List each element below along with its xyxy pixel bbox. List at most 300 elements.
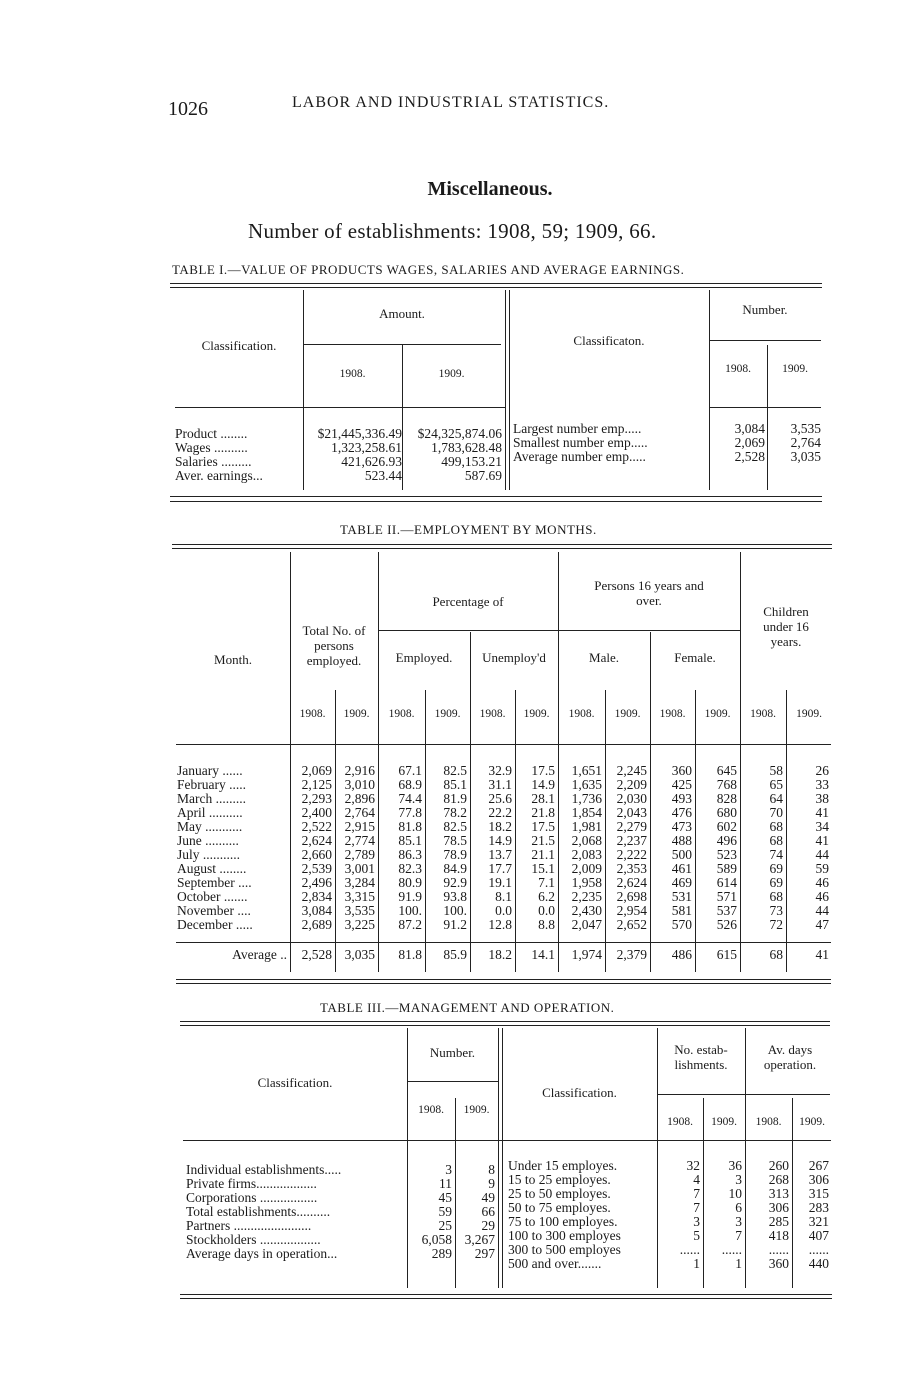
t2-h-persons16: Persons 16 years and over. (594, 578, 704, 608)
t2-h-month: Month. (214, 652, 252, 667)
cell: 493 (671, 791, 692, 806)
cell: 59 (438, 1204, 452, 1219)
cell: 87.2 (398, 917, 422, 932)
row-label: Average days in operation... (186, 1246, 338, 1261)
row-label: Total establishments.......... (186, 1204, 331, 1219)
t2-year: 1908. (479, 708, 506, 720)
cell: 68 (769, 833, 783, 848)
row-label: Individual establishments..... (186, 1162, 342, 1177)
t3-h-classification2: Classification. (542, 1085, 617, 1100)
cell: 473 (671, 819, 692, 834)
cell: 2,125 (301, 777, 332, 792)
cell: 58 (769, 763, 783, 778)
table-row (183, 1163, 498, 1177)
cell: 2,279 (616, 819, 647, 834)
cell: 321 (808, 1214, 829, 1229)
cell: 523 (716, 847, 737, 862)
table-row (174, 890, 832, 904)
t2-year: 1908. (388, 708, 415, 720)
row-label: 100 to 300 employes (508, 1228, 621, 1243)
cell: 69 (769, 875, 783, 890)
cell: 46 (815, 889, 829, 904)
running-title: LABOR AND INDUSTRIAL STATISTICS. (292, 94, 610, 111)
cell: 297 (474, 1246, 495, 1261)
cell: 571 (716, 889, 737, 904)
cell: 10 (728, 1186, 742, 1201)
t1-year-1909: 1909. (438, 368, 465, 380)
row-label: 500 and over....... (508, 1256, 602, 1271)
cell: 2,764 (344, 805, 375, 820)
month-label: March ......... (177, 791, 246, 806)
table-row (174, 862, 832, 876)
cell: 81.8 (398, 947, 422, 962)
row-label: Stockholders .................. (186, 1232, 321, 1247)
cell: 41 (815, 833, 829, 848)
row-label: Largest number emp..... (513, 421, 642, 436)
cell: 1,651 (571, 763, 602, 778)
cell: 2,030 (616, 791, 647, 806)
row-label: 50 to 75 employes. (508, 1200, 611, 1215)
cell: 581 (671, 903, 692, 918)
table-row (174, 806, 832, 820)
t3-year: 1908. (667, 1116, 693, 1128)
cell: 2,896 (344, 791, 375, 806)
table-row (183, 1247, 498, 1261)
cell: 2,353 (616, 861, 647, 876)
t3-h-avdays: Av. days operation. (763, 1042, 817, 1072)
cell: 2,293 (301, 791, 332, 806)
table-row (505, 1243, 832, 1257)
cell: 2,083 (571, 847, 602, 862)
t2-year: 1909. (434, 708, 461, 720)
table1-right-body (510, 422, 824, 464)
cell: 614 (716, 875, 737, 890)
t2-year: 1909. (614, 708, 641, 720)
cell: 3,010 (344, 777, 375, 792)
cell: 78.5 (443, 833, 467, 848)
cell: 7 (693, 1200, 700, 1215)
table2-average (174, 948, 832, 962)
cell: 1,635 (571, 777, 602, 792)
row-label: 25 to 50 employes. (508, 1186, 611, 1201)
cell: 84.9 (443, 861, 467, 876)
cell: 2,834 (301, 889, 332, 904)
row-label: Average number emp..... (513, 449, 646, 464)
cell: 3,535 (344, 903, 375, 918)
cell: 3,315 (344, 889, 375, 904)
cell: 14.9 (531, 777, 555, 792)
cell: 38 (815, 791, 829, 806)
cell: 1 (735, 1256, 742, 1271)
cell: 3,084 (301, 903, 332, 918)
cell: 2,235 (571, 889, 602, 904)
table-row (174, 918, 832, 932)
cell: 2,069 (734, 435, 765, 450)
cell: 1,981 (571, 819, 602, 834)
cell: 2,689 (301, 917, 332, 932)
cell: 32.9 (488, 763, 512, 778)
cell: $24,325,874.06 (417, 426, 502, 441)
table-row (183, 1191, 498, 1205)
t2-year: 1908. (568, 708, 595, 720)
cell: 589 (716, 861, 737, 876)
month-label: July ........... (177, 847, 241, 862)
cell: 14.9 (488, 833, 512, 848)
cell: 2,222 (616, 847, 647, 862)
cell: 18.2 (488, 819, 512, 834)
t1-year-1908b: 1908. (725, 363, 751, 375)
cell: 3 (735, 1172, 742, 1187)
cell: $21,445,336.49 (317, 426, 402, 441)
average-row (174, 948, 832, 962)
cell: 476 (671, 805, 692, 820)
table-row (174, 792, 832, 806)
table-row (510, 436, 824, 450)
t3-year: 1909. (463, 1104, 490, 1116)
table-row (172, 469, 505, 483)
cell: 21.5 (531, 833, 555, 848)
t1-h-classification: Classification. (201, 338, 277, 353)
cell: 2,774 (344, 833, 375, 848)
cell: 86.3 (398, 847, 422, 862)
cell: 33 (815, 777, 829, 792)
cell: 360 (768, 1256, 789, 1271)
row-label: 300 to 500 employes (508, 1242, 621, 1257)
month-label: February ..... (177, 777, 246, 792)
cell: 68 (769, 889, 783, 904)
cell: 1,958 (571, 875, 602, 890)
month-label: May ........... (177, 819, 243, 834)
cell: 100. (398, 903, 422, 918)
cell: 268 (768, 1172, 789, 1187)
month-label: October ....... (177, 889, 248, 904)
cell: 73 (769, 903, 783, 918)
t2-year: 1908. (659, 708, 686, 720)
cell: 360 (671, 763, 692, 778)
t1-h-number: Number. (742, 302, 788, 317)
cell: 28.1 (531, 791, 555, 806)
cell: 418 (768, 1228, 789, 1243)
table-row (505, 1257, 832, 1271)
cell: 3,225 (344, 917, 375, 932)
cell: 18.2 (488, 947, 512, 962)
table-row (174, 876, 832, 890)
table1-left-body (172, 427, 505, 483)
cell: 526 (716, 917, 737, 932)
t3-year: 1909. (799, 1116, 825, 1128)
cell: 32 (686, 1158, 700, 1173)
month-label: August ........ (177, 861, 247, 876)
cell: 19.1 (488, 875, 512, 890)
row-label: Product ........ (175, 426, 248, 441)
cell: 17.7 (488, 861, 512, 876)
t1-h-classification2: Classificaton. (573, 333, 645, 348)
row-label: Average .. (232, 947, 287, 962)
table-row (174, 848, 832, 862)
cell: 486 (671, 947, 692, 962)
month-label: April .......... (177, 805, 243, 820)
cell: 2,379 (616, 947, 647, 962)
cell: 68.9 (398, 777, 422, 792)
cell: 67.1 (398, 763, 422, 778)
cell: 2,522 (301, 819, 332, 834)
table-row (183, 1205, 498, 1219)
cell: 65 (769, 777, 783, 792)
cell: 3 (445, 1162, 452, 1177)
cell: 2,043 (616, 805, 647, 820)
cell: 46 (815, 875, 829, 890)
cell: 93.8 (443, 889, 467, 904)
cell: 70 (769, 805, 783, 820)
t3-year: 1909. (711, 1116, 737, 1128)
cell: 81.9 (443, 791, 467, 806)
t2-h-percentage: Percentage of (432, 594, 504, 609)
cell: 2,789 (344, 847, 375, 862)
cell: 306 (808, 1172, 829, 1187)
cell: 469 (671, 875, 692, 890)
cell: 34 (815, 819, 829, 834)
cell: 267 (808, 1158, 829, 1173)
month-label: December ..... (177, 917, 253, 932)
cell: 21.8 (531, 805, 555, 820)
cell: 2,528 (301, 947, 332, 962)
cell: 680 (716, 805, 737, 820)
cell: 2,764 (790, 435, 821, 450)
cell: 21.1 (531, 847, 555, 862)
cell: 6.2 (538, 889, 555, 904)
cell: 2,954 (616, 903, 647, 918)
cell: 2,496 (301, 875, 332, 890)
cell: 3 (735, 1214, 742, 1229)
table-row (174, 834, 832, 848)
cell: 85.1 (398, 833, 422, 848)
cell: 2,209 (616, 777, 647, 792)
cell: 313 (768, 1186, 789, 1201)
cell: 92.9 (443, 875, 467, 890)
table-row (174, 820, 832, 834)
cell: 2,068 (571, 833, 602, 848)
cell: 645 (716, 763, 737, 778)
cell: 2,539 (301, 861, 332, 876)
cell: 11 (439, 1176, 452, 1191)
cell: 85.1 (443, 777, 467, 792)
cell: 81.8 (398, 819, 422, 834)
t2-year: 1909. (704, 708, 731, 720)
table-row (510, 450, 824, 464)
cell: 74.4 (398, 791, 422, 806)
page-number: 1026 (168, 98, 208, 120)
cell: 82.5 (443, 763, 467, 778)
cell: 768 (716, 777, 737, 792)
t1-h-amount: Amount. (379, 306, 425, 321)
cell: 2,624 (616, 875, 647, 890)
cell: 537 (716, 903, 737, 918)
cell: 3,267 (464, 1232, 495, 1247)
cell: 0.0 (538, 903, 555, 918)
cell: 2,528 (734, 449, 765, 464)
t3-year: 1908. (418, 1104, 444, 1116)
row-label: 75 to 100 employes. (508, 1214, 618, 1229)
row-label: Under 15 employes. (508, 1158, 618, 1173)
table-row (183, 1233, 498, 1247)
cell: 315 (808, 1186, 829, 1201)
t2-year: 1909. (523, 708, 550, 720)
cell: 45 (438, 1190, 452, 1205)
cell: ...... (721, 1242, 742, 1257)
cell: 1,736 (571, 791, 602, 806)
cell: 2,047 (571, 917, 602, 932)
cell: ...... (808, 1242, 829, 1257)
cell: 1,783,628.48 (431, 440, 502, 455)
cell: 41 (815, 947, 829, 962)
table2-body (174, 764, 832, 932)
cell: 440 (808, 1256, 829, 1271)
table-row (174, 904, 832, 918)
row-label: Salaries ......... (175, 454, 252, 469)
cell: 12.8 (488, 917, 512, 932)
cell: 488 (671, 833, 692, 848)
cell: 8.1 (495, 889, 512, 904)
cell: 421,626.93 (341, 454, 402, 469)
table-row (174, 764, 832, 778)
cell: 531 (671, 889, 692, 904)
t2-year: 1909. (343, 708, 370, 720)
cell: 36 (728, 1158, 742, 1173)
cell: 499,153.21 (441, 454, 502, 469)
t2-h-female: Female. (674, 650, 716, 665)
row-label: Corporations ................. (186, 1190, 318, 1205)
cell: 828 (716, 791, 737, 806)
table-row (505, 1159, 832, 1173)
cell: 31.1 (488, 777, 512, 792)
cell: 82.3 (398, 861, 422, 876)
cell: 91.9 (398, 889, 422, 904)
cell: 2,660 (301, 847, 332, 862)
cell: 425 (671, 777, 692, 792)
t1-year-1909b: 1909. (782, 363, 808, 375)
cell: 0.0 (495, 903, 512, 918)
cell: 2,698 (616, 889, 647, 904)
cell: 41 (815, 805, 829, 820)
row-label: Partners ....................... (186, 1218, 312, 1233)
cell: 3,001 (344, 861, 375, 876)
cell: 615 (716, 947, 737, 962)
cell: 2,400 (301, 805, 332, 820)
cell: 59 (815, 861, 829, 876)
cell: 13.7 (488, 847, 512, 862)
t2-year: 1909. (796, 708, 822, 720)
cell: 6,058 (421, 1232, 452, 1247)
table1-caption: TABLE I.—VALUE OF PRODUCTS WAGES, SALARIES AND AVERAGE EARNINGS. (172, 262, 685, 277)
t1-year-1908: 1908. (339, 368, 366, 380)
t3-h-noestab: No. estab- lishments. (674, 1042, 728, 1072)
cell: 283 (808, 1200, 829, 1215)
cell: 1,854 (571, 805, 602, 820)
t2-h-total: Total No. of persons employed. (302, 623, 366, 668)
table-row (505, 1215, 832, 1229)
month-label: June .......... (177, 833, 239, 848)
cell: 80.9 (398, 875, 422, 890)
cell: 29 (481, 1218, 495, 1233)
cell: 8 (488, 1162, 495, 1177)
t3-h-classification: Classification. (257, 1075, 333, 1090)
cell: 25 (438, 1218, 452, 1233)
cell: 72 (769, 917, 783, 932)
cell: 500 (671, 847, 692, 862)
cell: 26 (815, 763, 829, 778)
table2-caption: TABLE II.—EMPLOYMENT BY MONTHS. (340, 522, 597, 537)
cell: 2,915 (344, 819, 375, 834)
cell: 68 (769, 819, 783, 834)
table-row (505, 1229, 832, 1243)
cell: 82.5 (443, 819, 467, 834)
cell: 4 (693, 1172, 700, 1187)
cell: 2,245 (616, 763, 647, 778)
cell: 407 (808, 1228, 829, 1243)
month-label: November .... (177, 903, 251, 918)
cell: 2,237 (616, 833, 647, 848)
cell: 85.9 (443, 947, 467, 962)
table3-left-body (183, 1163, 498, 1261)
t3-year: 1908. (755, 1116, 782, 1128)
cell: 77.8 (398, 805, 422, 820)
cell: 2,916 (344, 763, 375, 778)
table-row (505, 1201, 832, 1215)
t2-year: 1908. (750, 708, 776, 720)
cell: 14.1 (531, 947, 555, 962)
cell: 2,069 (301, 763, 332, 778)
cell: 523.44 (364, 468, 402, 483)
row-label: Smallest number emp..... (513, 435, 648, 450)
table3-caption: TABLE III.—MANAGEMENT AND OPERATION. (320, 1000, 615, 1015)
cell: 91.2 (443, 917, 467, 932)
table-row (183, 1219, 498, 1233)
cell: 1 (693, 1256, 700, 1271)
table-row (183, 1177, 498, 1191)
cell: 570 (671, 917, 692, 932)
cell: 8.8 (538, 917, 555, 932)
cell: 602 (716, 819, 737, 834)
cell: 3,535 (790, 421, 821, 436)
t2-h-male: Male. (589, 650, 619, 665)
cell: 47 (815, 917, 829, 932)
cell: ...... (768, 1242, 789, 1257)
cell: 44 (815, 903, 829, 918)
cell: 289 (431, 1246, 452, 1261)
cell: 260 (768, 1158, 789, 1173)
cell: 306 (768, 1200, 789, 1215)
cell: 1,974 (571, 947, 602, 962)
cell: 78.2 (443, 805, 467, 820)
section-title: Miscellaneous. (427, 178, 553, 200)
cell: 285 (768, 1214, 789, 1229)
t2-h-employed: Employed. (395, 650, 453, 665)
cell: 2,430 (571, 903, 602, 918)
cell: 22.2 (488, 805, 512, 820)
cell: 3,035 (344, 947, 375, 962)
cell: 17.5 (531, 819, 555, 834)
cell: 9 (488, 1176, 495, 1191)
month-label: September .... (177, 875, 252, 890)
table-row (172, 455, 505, 469)
cell: 3,084 (734, 421, 765, 436)
month-label: January ...... (177, 763, 243, 778)
cell: 3,284 (344, 875, 375, 890)
cell: 25.6 (488, 791, 512, 806)
cell: 1,323,258.61 (331, 440, 402, 455)
cell: ...... (679, 1242, 700, 1257)
cell: 69 (769, 861, 783, 876)
